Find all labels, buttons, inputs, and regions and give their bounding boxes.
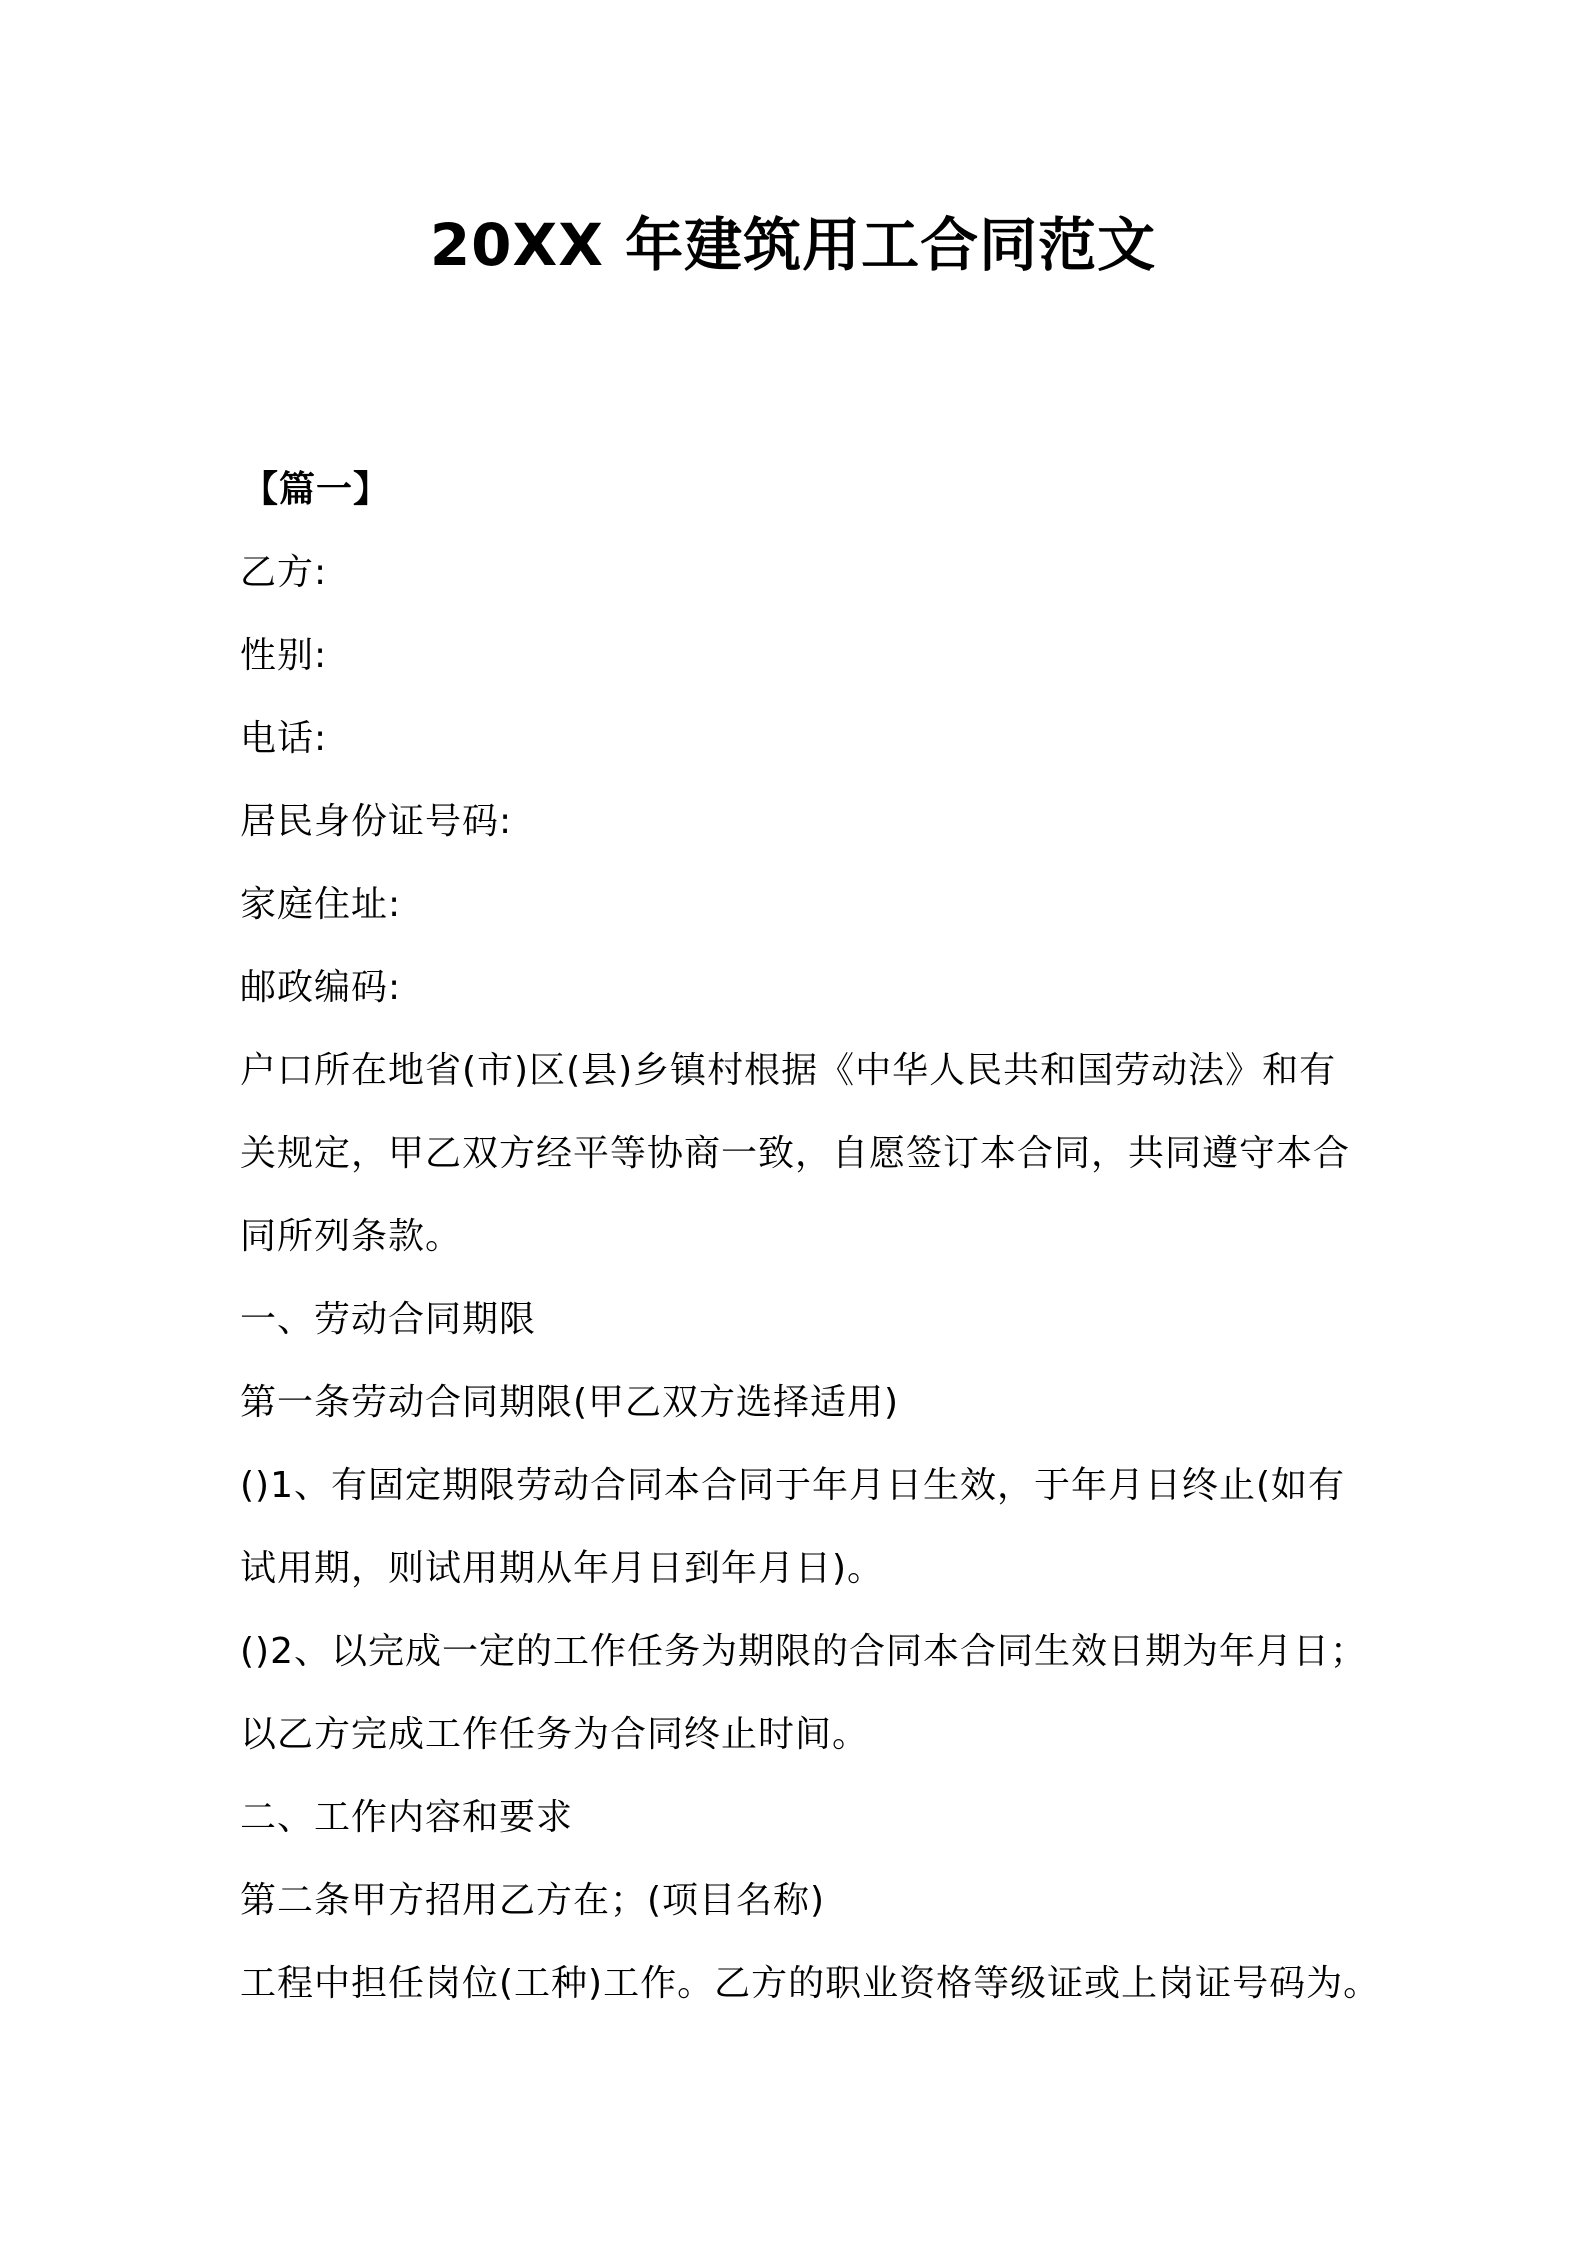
section-heading-work-content: 二、工作内容和要求 (240, 1797, 574, 1838)
section-heading-contract-term: 一、劳动合同期限 (240, 1299, 537, 1340)
field-home-address: 家庭住址: (240, 884, 402, 925)
field-phone: 电话: (240, 718, 328, 759)
document-title: 20XX 年建筑用工合同范文 (429, 211, 1157, 279)
article-two-heading: 第二条甲方招用乙方在；(项目名称) (240, 1880, 826, 1921)
section-heading-part-one: 【篇一】 (242, 469, 391, 510)
field-postal-code: 邮政编码: (240, 967, 402, 1008)
field-gender: 性别: (240, 635, 328, 676)
article-two-body: 工程中担任岗位(工种)工作。乙方的职业资格等级证或上岗证号码为。 (240, 1963, 1381, 2004)
document-body (240, 448, 1381, 2025)
paragraph-preamble-line-3: 同所列条款。 (240, 1216, 463, 1257)
article-one-option-1-line-2: 试用期，则试用期从年月日到年月日)。 (240, 1548, 885, 1589)
field-party-b: 乙方: (240, 552, 328, 593)
article-one-heading: 第一条劳动合同期限(甲乙双方选择适用) (240, 1382, 900, 1423)
paragraph-preamble-line-2: 关规定，甲乙双方经平等协商一致，自愿签订本合同，共同遵守本合 (240, 1133, 1351, 1174)
paragraph-preamble-line-1: 户口所在地省(市)区(县)乡镇村根据《中华人民共和国劳动法》和有 (240, 1050, 1337, 1091)
article-one-option-1-line-1: ()1、有固定期限劳动合同本合同于年月日生效，于年月日终止(如有 (240, 1465, 1346, 1506)
article-one-option-2-line-2: 以乙方完成工作任务为合同终止时间。 (240, 1714, 870, 1755)
article-one-option-2-line-1: ()2、以完成一定的工作任务为期限的合同本合同生效日期为年月日； (240, 1631, 1367, 1672)
field-id-number: 居民身份证号码: (240, 801, 513, 842)
